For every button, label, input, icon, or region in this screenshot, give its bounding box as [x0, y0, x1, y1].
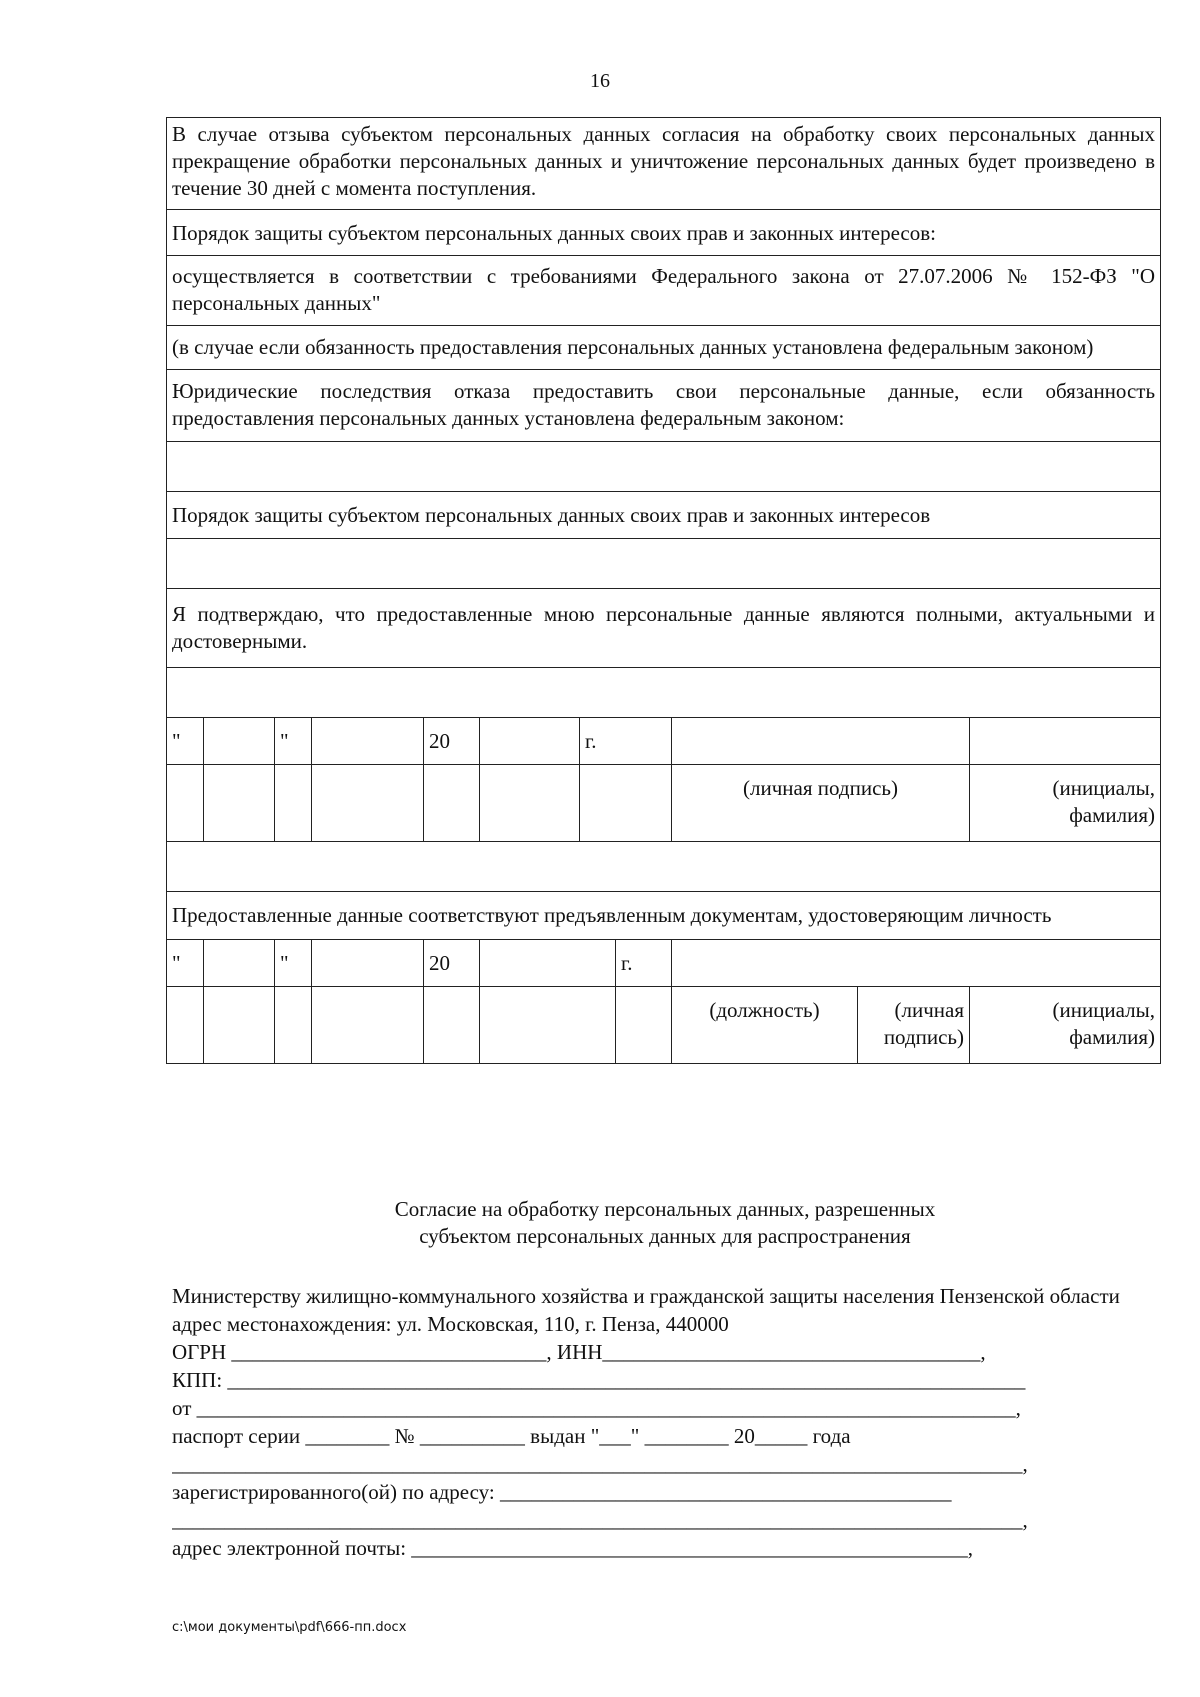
signature-field-1[interactable]	[672, 718, 970, 765]
registered-address-continuation[interactable]: _________________________________________________________________________________,	[172, 1508, 1028, 1532]
documents-match-text: Предоставленные данные соответствуют предъявленным документам, удостоверяющим личность	[167, 892, 1161, 940]
blank-field-1[interactable]	[167, 442, 1161, 492]
signature-label-2: (личная подпись)	[858, 987, 970, 1064]
row-empty-1	[167, 442, 1161, 492]
row-legal-consequences	[167, 370, 1161, 442]
registered-address-line[interactable]: зарегистрированного(ой) по адресу: ___________________________________________	[172, 1480, 952, 1504]
date-row-2	[167, 940, 1161, 987]
protection-law-text: осуществляется в соответствии с требованиями Федерального закона от 27.07.2006 № 152-ФЗ "О персональных данных"	[167, 256, 1161, 326]
email-line[interactable]: адрес электронной почты: _____________________________________________________,	[172, 1536, 974, 1560]
month-field-1[interactable]	[312, 718, 424, 765]
month-field-2[interactable]	[312, 940, 424, 987]
year-field-1[interactable]	[480, 718, 580, 765]
row-obligation-note	[167, 326, 1161, 370]
row-empty-3	[167, 668, 1161, 718]
page-number: 16	[590, 70, 610, 92]
obligation-note: (в случае если обязанность предоставления персональных данных установлена федеральным законом)	[167, 326, 1161, 370]
revocation-text: В случае отзыва субъектом персональных данных согласия на обработку своих персональных данных прекращение обработки персональных данных и уничтожение персональных данных будет произведено в течение 30 дней с момента поступления.	[167, 118, 1161, 210]
from-line[interactable]: от ______________________________________________________________________________,	[172, 1396, 1021, 1420]
initials-field-1[interactable]	[970, 718, 1161, 765]
consent-title-line-2: субъектом персональных данных для распространения	[419, 1224, 911, 1248]
kpp-line[interactable]: КПП: ____________________________________________________________________________	[172, 1368, 1026, 1392]
year-prefix-2: 20	[424, 940, 480, 987]
date-row-1	[167, 718, 1161, 765]
blank-field-3[interactable]	[167, 668, 1161, 718]
row-protection-heading-2	[167, 492, 1161, 539]
row-protection-law	[167, 256, 1161, 326]
passport-issuer-line[interactable]: _________________________________________________________________________________,	[172, 1452, 1028, 1476]
blank-field-2[interactable]	[167, 539, 1161, 589]
quote-close-2: "	[275, 940, 312, 987]
protection-heading-2: Порядок защиты субъектом персональных данных своих прав и законных интересов	[167, 492, 1161, 539]
consent-title	[0, 1196, 1200, 1250]
footer-file-path: c:\мои документы\pdf\666-пп.docx	[172, 1620, 407, 1635]
initials-label-1: (инициалы, фамилия)	[970, 765, 1161, 842]
row-empty-2	[167, 539, 1161, 589]
row-confirmation	[167, 589, 1161, 668]
signatures-field-2[interactable]	[672, 940, 1161, 987]
consent-title-line-1: Согласие на обработку персональных данных, разрешенных	[394, 1197, 936, 1221]
passport-line[interactable]: паспорт серии ________ № __________ выдан "___" ________ 20_____ года	[172, 1424, 851, 1448]
year-suffix-2: г.	[616, 940, 672, 987]
signature-label-1: (личная подпись)	[672, 765, 970, 842]
legal-consequences-text: Юридические последствия отказа предоставить свои персональные данные, если обязанность предоставления персональных данных установлена федеральным законом:	[167, 370, 1161, 442]
row-protection-heading	[167, 210, 1161, 256]
quote-close-1: "	[275, 718, 312, 765]
confirmation-text: Я подтверждаю, что предоставленные мною персональные данные являются полными, актуальными и достоверными.	[167, 589, 1161, 668]
signature-labels-row-1	[167, 765, 1161, 842]
row-revocation	[167, 118, 1161, 210]
year-suffix-1: г.	[580, 718, 672, 765]
quote-open-2: "	[167, 940, 204, 987]
position-label-2: (должность)	[672, 987, 858, 1064]
recipient-text: Министерству жилищно-коммунального хозяйства и гражданской защиты населения Пензенской области	[172, 1284, 1120, 1308]
day-field-2[interactable]	[204, 940, 275, 987]
ogrn-inn-line[interactable]: ОГРН ______________________________, ИНН____________________________________,	[172, 1340, 986, 1364]
consent-table	[166, 117, 1161, 1064]
signature-labels-row-2	[167, 987, 1161, 1064]
row-documents-match	[167, 892, 1161, 940]
day-field-1[interactable]	[204, 718, 275, 765]
year-field-2[interactable]	[480, 940, 616, 987]
consent-form	[172, 1282, 1152, 1562]
protection-heading: Порядок защиты субъектом персональных данных своих прав и законных интересов:	[167, 210, 1161, 256]
blank-field-4[interactable]	[167, 842, 1161, 892]
quote-open-1: "	[167, 718, 204, 765]
initials-label-2: (инициалы, фамилия)	[970, 987, 1161, 1064]
year-prefix-1: 20	[424, 718, 480, 765]
address-line: адрес местонахождения: ул. Московская, 110, г. Пенза, 440000	[172, 1312, 729, 1336]
row-empty-4	[167, 842, 1161, 892]
